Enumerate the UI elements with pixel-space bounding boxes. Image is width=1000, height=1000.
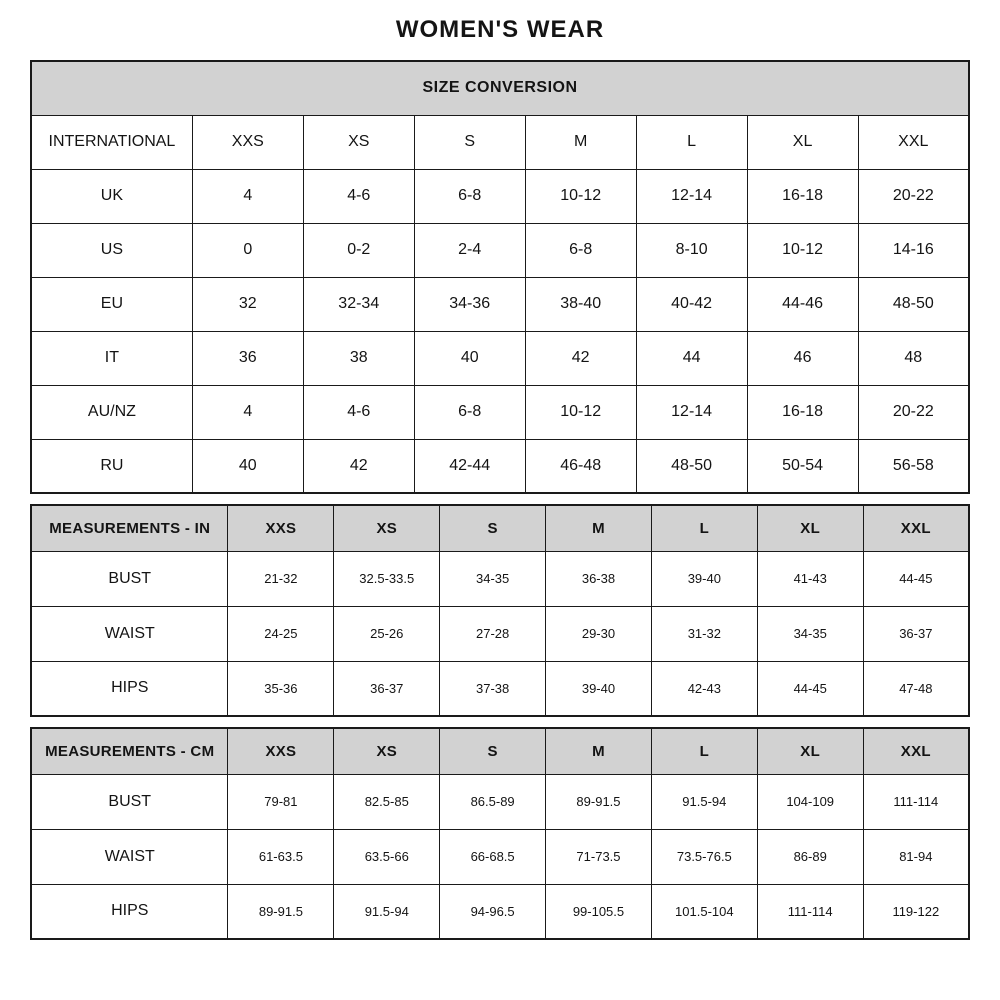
value-cell: 4-6 (303, 169, 414, 223)
column-header: L (636, 115, 747, 169)
value-cell: 71-73.5 (546, 829, 652, 884)
value-cell: 39-40 (546, 661, 652, 716)
value-cell: 48-50 (636, 439, 747, 493)
value-cell: 73.5-76.5 (651, 829, 757, 884)
value-cell: 12-14 (636, 385, 747, 439)
value-cell: 101.5-104 (651, 884, 757, 939)
column-header: XXL (858, 115, 969, 169)
value-cell: 24-25 (228, 606, 334, 661)
value-cell: 20-22 (858, 385, 969, 439)
value-cell: 91.5-94 (651, 774, 757, 829)
measurements-in-table (30, 504, 970, 717)
value-cell: 99-105.5 (546, 884, 652, 939)
column-header: S (440, 505, 546, 551)
table-row (31, 829, 969, 884)
row-label: AU/NZ (31, 385, 192, 439)
column-header: L (651, 505, 757, 551)
value-cell: 38-40 (525, 277, 636, 331)
value-cell: 0 (192, 223, 303, 277)
value-cell: 4-6 (303, 385, 414, 439)
row-label: IT (31, 331, 192, 385)
value-cell: 86.5-89 (440, 774, 546, 829)
value-cell: 35-36 (228, 661, 334, 716)
value-cell: 37-38 (440, 661, 546, 716)
measurements-in-header-row (31, 505, 969, 551)
value-cell: 2-4 (414, 223, 525, 277)
value-cell: 46 (747, 331, 858, 385)
value-cell: 10-12 (747, 223, 858, 277)
table-row (31, 661, 969, 716)
size-conversion-header-row (31, 115, 969, 169)
table-row (31, 169, 969, 223)
value-cell: 41-43 (757, 551, 863, 606)
column-header: L (651, 728, 757, 774)
table-row (31, 331, 969, 385)
value-cell: 111-114 (863, 774, 969, 829)
table-row (31, 884, 969, 939)
value-cell: 42-44 (414, 439, 525, 493)
value-cell: 91.5-94 (334, 884, 440, 939)
value-cell: 40-42 (636, 277, 747, 331)
value-cell: 111-114 (757, 884, 863, 939)
size-tables-container (30, 60, 970, 940)
value-cell: 27-28 (440, 606, 546, 661)
column-header: XXS (228, 728, 334, 774)
row-label: WAIST (31, 829, 228, 884)
value-cell: 56-58 (858, 439, 969, 493)
column-header: S (440, 728, 546, 774)
column-header: XL (757, 505, 863, 551)
value-cell: 29-30 (546, 606, 652, 661)
value-cell: 38 (303, 331, 414, 385)
value-cell: 10-12 (525, 169, 636, 223)
column-header: XS (303, 115, 414, 169)
row-label: BUST (31, 774, 228, 829)
column-header: MEASUREMENTS - IN (31, 505, 228, 551)
value-cell: 44-46 (747, 277, 858, 331)
value-cell: 82.5-85 (334, 774, 440, 829)
value-cell: 21-32 (228, 551, 334, 606)
column-header: M (546, 505, 652, 551)
value-cell: 44-45 (863, 551, 969, 606)
value-cell: 34-35 (757, 606, 863, 661)
value-cell: 34-35 (440, 551, 546, 606)
value-cell: 119-122 (863, 884, 969, 939)
table-row (31, 774, 969, 829)
measurements-cm-header-row (31, 728, 969, 774)
value-cell: 16-18 (747, 385, 858, 439)
value-cell: 39-40 (651, 551, 757, 606)
table-row (31, 223, 969, 277)
value-cell: 104-109 (757, 774, 863, 829)
column-header: M (546, 728, 652, 774)
row-label: RU (31, 439, 192, 493)
value-cell: 4 (192, 385, 303, 439)
table-row (31, 606, 969, 661)
row-label: EU (31, 277, 192, 331)
value-cell: 36-37 (334, 661, 440, 716)
value-cell: 32-34 (303, 277, 414, 331)
value-cell: 4 (192, 169, 303, 223)
row-label: HIPS (31, 661, 228, 716)
value-cell: 42 (303, 439, 414, 493)
measurements-cm-table (30, 727, 970, 940)
value-cell: 31-32 (651, 606, 757, 661)
value-cell: 12-14 (636, 169, 747, 223)
row-label: WAIST (31, 606, 228, 661)
value-cell: 42-43 (651, 661, 757, 716)
value-cell: 6-8 (414, 169, 525, 223)
value-cell: 34-36 (414, 277, 525, 331)
value-cell: 89-91.5 (228, 884, 334, 939)
value-cell: 66-68.5 (440, 829, 546, 884)
value-cell: 36-37 (863, 606, 969, 661)
value-cell: 10-12 (525, 385, 636, 439)
value-cell: 47-48 (863, 661, 969, 716)
value-cell: 94-96.5 (440, 884, 546, 939)
value-cell: 6-8 (414, 385, 525, 439)
size-conversion-title: SIZE CONVERSION (31, 61, 969, 115)
value-cell: 36-38 (546, 551, 652, 606)
column-header: XXL (863, 728, 969, 774)
value-cell: 20-22 (858, 169, 969, 223)
value-cell: 63.5-66 (334, 829, 440, 884)
size-conversion-table (30, 60, 970, 494)
column-header: XXS (228, 505, 334, 551)
value-cell: 46-48 (525, 439, 636, 493)
row-label: HIPS (31, 884, 228, 939)
value-cell: 40 (192, 439, 303, 493)
value-cell: 48 (858, 331, 969, 385)
column-header: XL (757, 728, 863, 774)
column-header: MEASUREMENTS - CM (31, 728, 228, 774)
value-cell: 44-45 (757, 661, 863, 716)
value-cell: 16-18 (747, 169, 858, 223)
column-header: INTERNATIONAL (31, 115, 192, 169)
value-cell: 14-16 (858, 223, 969, 277)
value-cell: 6-8 (525, 223, 636, 277)
value-cell: 44 (636, 331, 747, 385)
row-label: UK (31, 169, 192, 223)
value-cell: 32.5-33.5 (334, 551, 440, 606)
column-header: M (525, 115, 636, 169)
value-cell: 61-63.5 (228, 829, 334, 884)
value-cell: 40 (414, 331, 525, 385)
table-row (31, 551, 969, 606)
value-cell: 42 (525, 331, 636, 385)
table-row (31, 277, 969, 331)
value-cell: 79-81 (228, 774, 334, 829)
column-header: XL (747, 115, 858, 169)
column-header: XS (334, 505, 440, 551)
value-cell: 0-2 (303, 223, 414, 277)
column-header: XXS (192, 115, 303, 169)
size-conversion-title-row (31, 61, 969, 115)
column-header: XXL (863, 505, 969, 551)
table-row (31, 385, 969, 439)
value-cell: 50-54 (747, 439, 858, 493)
value-cell: 8-10 (636, 223, 747, 277)
value-cell: 32 (192, 277, 303, 331)
value-cell: 86-89 (757, 829, 863, 884)
column-header: S (414, 115, 525, 169)
value-cell: 25-26 (334, 606, 440, 661)
column-header: XS (334, 728, 440, 774)
row-label: BUST (31, 551, 228, 606)
value-cell: 48-50 (858, 277, 969, 331)
value-cell: 89-91.5 (546, 774, 652, 829)
row-label: US (31, 223, 192, 277)
table-row (31, 439, 969, 493)
page-title: WOMEN'S WEAR (395, 16, 605, 43)
value-cell: 36 (192, 331, 303, 385)
value-cell: 81-94 (863, 829, 969, 884)
